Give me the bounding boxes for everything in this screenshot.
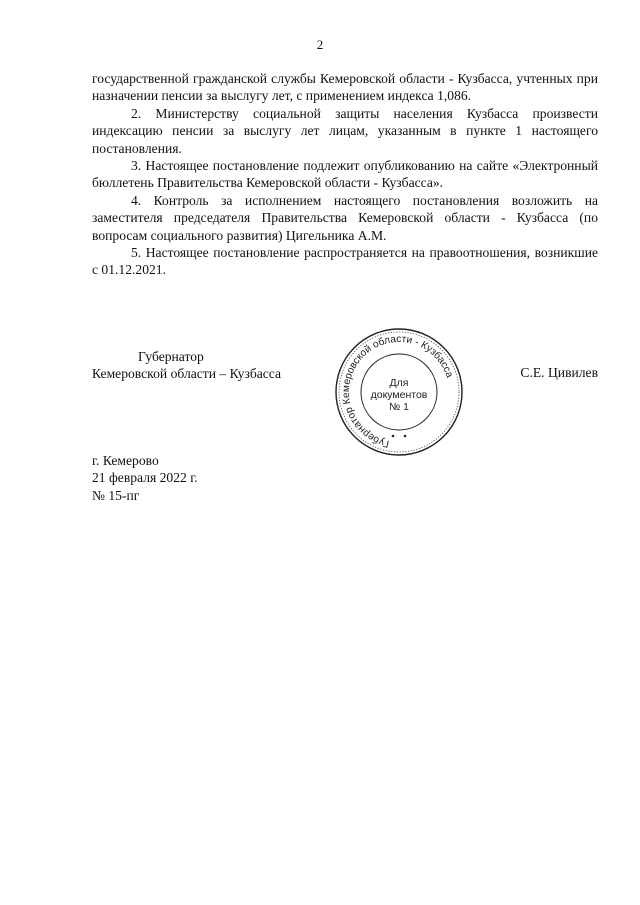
paragraph-item-2: 2. Министерству социальной защиты населения Кузбасса произвести индексацию пенсии за выслугу лет лицам, указанным в пункте 1 настоящего постановления. xyxy=(92,105,598,156)
paragraph-item-5: 5. Настоящее постановление распространяется на правоотношения, возникшие с 01.12.2021. xyxy=(92,245,598,278)
document-footer xyxy=(92,452,198,504)
document-date: 21 февраля 2022 г. xyxy=(92,470,198,486)
official-stamp xyxy=(333,326,465,458)
stamp-seal-icon xyxy=(333,326,465,458)
signatory-name: С.Е. Цивилев xyxy=(520,365,598,380)
paragraph-item-3: 3. Настоящее постановление подлежит опубликованию на сайте «Электронный бюллетень Правительства Кемеровской области - Кузбасса». xyxy=(92,158,598,191)
paragraph-continuation: государственной гражданской службы Кемеровской области - Кузбасса, учтенных при назначении пенсии за выслугу лет, с применением индекса 1,086. xyxy=(92,71,598,104)
document-number: № 15-пг xyxy=(92,487,140,503)
document-body xyxy=(92,70,598,279)
signatory-title-line1: Губернатор xyxy=(138,349,204,364)
signatory-title xyxy=(92,348,281,383)
place-of-signing: г. Кемерово xyxy=(92,453,159,468)
signatory-title-line2: Кемеровской области – Кузбасса xyxy=(92,366,282,382)
stamp-center-line2: документов xyxy=(370,389,428,401)
stamp-ring-text: Губернатор Кемеровской области - Кузбасса xyxy=(340,333,455,449)
paragraph-item-4: 4. Контроль за исполнением настоящего постановления возложить на заместителя председателя Правительства Кемеровской области - Кузбасса (по вопросам социального развития) Цигельника А.М. xyxy=(92,192,598,243)
stamp-center-line3: № 1 xyxy=(388,401,410,413)
stamp-center-line1: Для xyxy=(389,377,409,389)
page-number: 2 xyxy=(316,37,324,52)
